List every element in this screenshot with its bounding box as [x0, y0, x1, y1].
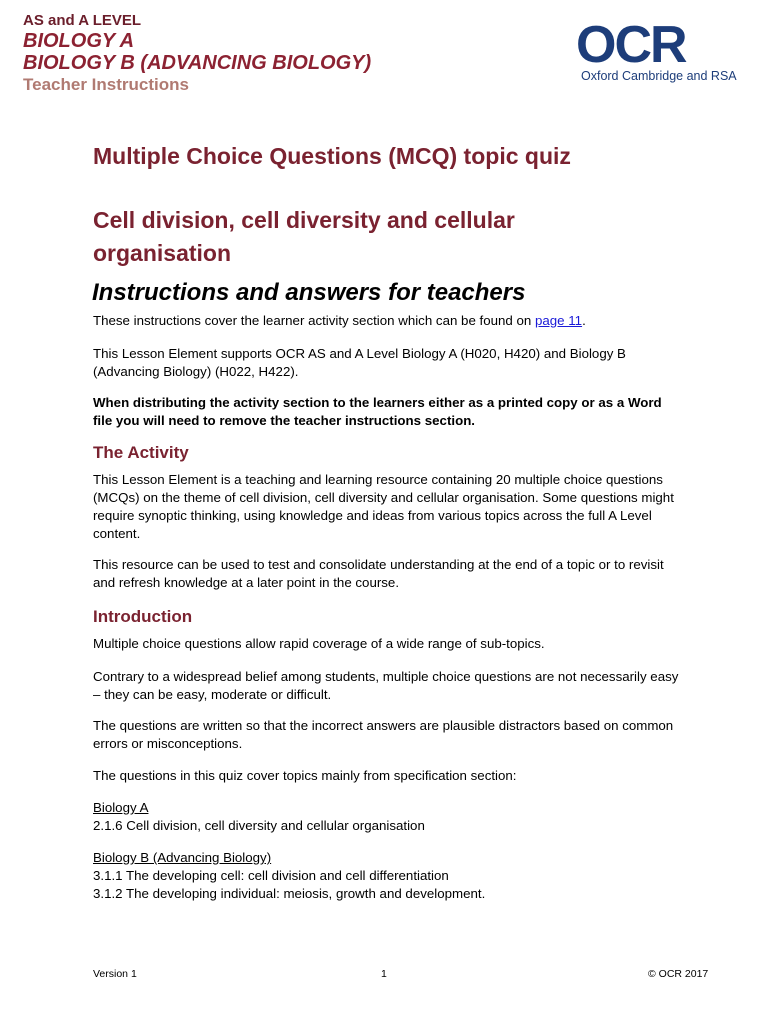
- intro-text: These instructions cover the learner activity section which can be found on: [93, 313, 535, 328]
- intro-text-end: .: [582, 313, 586, 328]
- audience-label: Teacher Instructions: [23, 75, 189, 94]
- activity-paragraph-1: This Lesson Element is a teaching and learning resource containing 20 multiple choice questions (MCQs) on the theme of cell division, cell diversity and cellular organisation. Some questions might require synoptic thinking, using knowledge and ideas from various topics across the full A Level content.: [93, 472, 674, 541]
- subject-biology-a: BIOLOGY A: [23, 30, 135, 52]
- page-11-link[interactable]: page 11: [535, 313, 583, 328]
- biology-a-label: Biology A: [93, 800, 149, 815]
- biology-b-item-2: 3.1.2 The developing individual: meiosis, growth and development.: [93, 886, 486, 901]
- biology-b-section: [93, 849, 683, 903]
- introduction-paragraph-2: Contrary to a widespread belief among students, multiple choice questions are not necessarily easy – they can be easy, moderate or difficult.: [93, 669, 679, 702]
- document-title: Multiple Choice Questions (MCQ) topic quiz: [93, 143, 571, 169]
- intro-paragraph-3: When distributing the activity section to the learners either as a printed copy or as a Word file you will need to remove the teacher instructions section.: [93, 395, 662, 428]
- intro-paragraph-2: This Lesson Element supports OCR AS and A Level Biology A (H020, H420) and Biology B (Advancing Biology) (H022, H422).: [93, 346, 626, 379]
- footer-page-number: 1: [381, 968, 387, 980]
- qualification-level: AS and A LEVEL: [23, 12, 142, 29]
- footer-copyright: © OCR 2017: [648, 968, 709, 980]
- logo-tagline: Oxford Cambridge and RSA: [581, 69, 737, 83]
- introduction-paragraph-4: The questions in this quiz cover topics mainly from specification section:: [93, 768, 517, 783]
- document-header: [23, 12, 371, 96]
- biology-a-item: 2.1.6 Cell division, cell diversity and cellular organisation: [93, 818, 425, 833]
- activity-paragraph-2: This resource can be used to test and consolidate understanding at the end of a topic or to revisit and refresh knowledge at a later point in the course.: [93, 557, 664, 590]
- topic-title: Cell division, cell diversity and cellular organisation: [93, 207, 515, 266]
- subject-biology-b: BIOLOGY B (ADVANCING BIOLOGY): [23, 52, 372, 74]
- biology-b-label: Biology B (Advancing Biology): [93, 850, 272, 865]
- footer-version: Version 1: [93, 968, 137, 980]
- biology-a-section: [93, 799, 683, 835]
- introduction-heading: Introduction: [93, 607, 193, 626]
- logo-text: OCR: [576, 18, 686, 74]
- biology-b-item-1: 3.1.1 The developing cell: cell division and cell differentiation: [93, 868, 449, 883]
- intro-paragraph-1: [93, 312, 683, 330]
- activity-heading: The Activity: [93, 443, 189, 462]
- instructions-heading: Instructions and answers for teachers: [92, 279, 526, 306]
- introduction-paragraph-1: Multiple choice questions allow rapid coverage of a wide range of sub-topics.: [93, 636, 545, 651]
- introduction-paragraph-3: The questions are written so that the incorrect answers are plausible distractors based on common errors or misconceptions.: [93, 718, 674, 751]
